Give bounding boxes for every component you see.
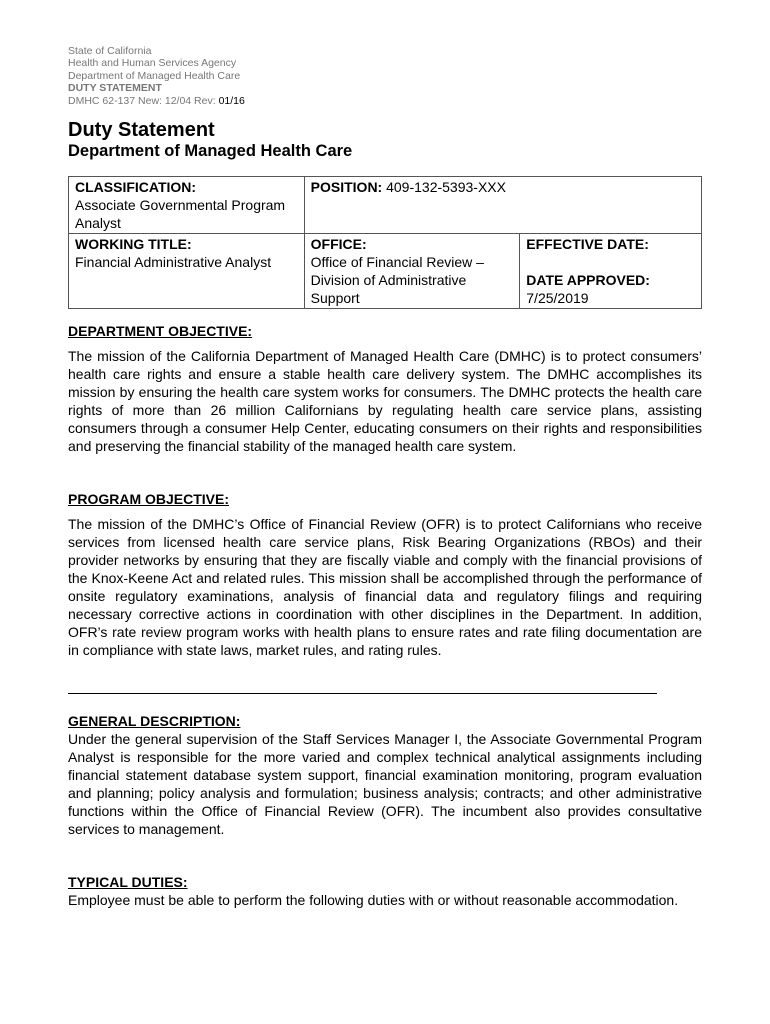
header-department: Department of Managed Health Care: [68, 69, 241, 82]
position-cell: [304, 177, 701, 234]
classification-label: CLASSIFICATION:: [75, 179, 197, 195]
general-description-text: Under the general supervision of the Staff Services Manager I, the Associate Governmental Program Analyst is responsible for the more varied and complex technical analytical assignments including financial statement database system support, financial examination monitoring, program evaluation and planning; policy analysis and formulation; business analysis; contracts; and other administrative functions within the Office of Financial Review (OFR). The incumbent also provides consultative services to management.: [68, 731, 702, 837]
form-number-prefix: DMHC 62-137 New: 12/04 Rev:: [68, 94, 219, 107]
form-revision-date: 01/16: [218, 94, 245, 107]
typical-duties-heading: TYPICAL DUTIES:: [68, 874, 188, 890]
typical-duties-section: [68, 873, 702, 909]
dates-cell: [520, 234, 702, 309]
header-agency: Health and Human Services Agency: [68, 57, 237, 70]
table-row: [69, 177, 702, 234]
program-objective-heading: PROGRAM OBJECTIVE:: [68, 491, 230, 507]
classification-cell: [69, 177, 305, 234]
position-label: POSITION:: [310, 179, 383, 195]
department-objective-section: [68, 322, 702, 455]
office-value: Office of Financial Review – Division of Administrative Support: [310, 254, 484, 306]
classification-value: Associate Governmental Program Analyst: [75, 197, 286, 231]
department-objective-heading: DEPARTMENT OBJECTIVE:: [68, 323, 253, 339]
office-cell: [304, 234, 520, 309]
page-subtitle: Department of Managed Health Care: [68, 142, 353, 160]
table-row: [69, 234, 702, 309]
program-objective-text: The mission of the DMHC’s Office of Financial Review (OFR) is to protect Californians who receive services from licensed health care service plans, Risk Bearing Organizations (RBOs) and their provider networks by ensuring that they are fiscally viable and comply with the financial provisions of the Knox-Keene Act and related rules. This mission shall be accomplished through the performance of onsite regulatory examinations, analysis of financial data and regulatory filings and requiring necessary corrective actions in coordination with other disciplines in the Department. In addition, OFR’s rate review program works with health plans to ensure rates and rate filing documentation are in compliance with state laws, market rules, and rating rules.: [68, 516, 702, 658]
working-title-value: Financial Administrative Analyst: [75, 254, 272, 270]
position-info-table: [68, 176, 702, 309]
header-state: State of California: [68, 45, 152, 57]
date-approved-value: 7/25/2019: [526, 290, 589, 306]
department-objective-text: The mission of the California Department of Managed Health Care (DMHC) is to protect consumers’ health care rights and ensure a stable health care delivery system. The DMHC accomplishes its mission by ensuring the health care system works for consumers. The DMHC protects the health care rights of more than 26 million Californians by regulating health care service plans, assisting consumers through a consumer Help Center, educating consumers on their rights and responsibilities and preserving the financial stability of the managed health care system.: [68, 348, 702, 454]
date-approved-label: DATE APPROVED:: [526, 272, 650, 288]
form-header: [68, 45, 245, 107]
position-value: 409-132-5393-XXX: [382, 179, 506, 195]
header-form-number: [68, 95, 245, 107]
typical-duties-text: Employee must be able to perform the following duties with or without reasonable accommodation.: [68, 892, 679, 908]
general-description-heading: GENERAL DESCRIPTION:: [68, 713, 241, 729]
working-title-label: WORKING TITLE:: [75, 236, 192, 252]
working-title-cell: [69, 234, 305, 309]
office-label: OFFICE:: [310, 236, 367, 252]
program-objective-section: [68, 490, 702, 659]
general-description-section: [68, 712, 702, 838]
effective-date-value: [526, 253, 695, 271]
page-title: Duty Statement: [68, 119, 215, 141]
header-form-name: DUTY STATEMENT: [68, 82, 162, 95]
effective-date-label: EFFECTIVE DATE:: [526, 236, 649, 252]
horizontal-rule: [68, 693, 657, 694]
